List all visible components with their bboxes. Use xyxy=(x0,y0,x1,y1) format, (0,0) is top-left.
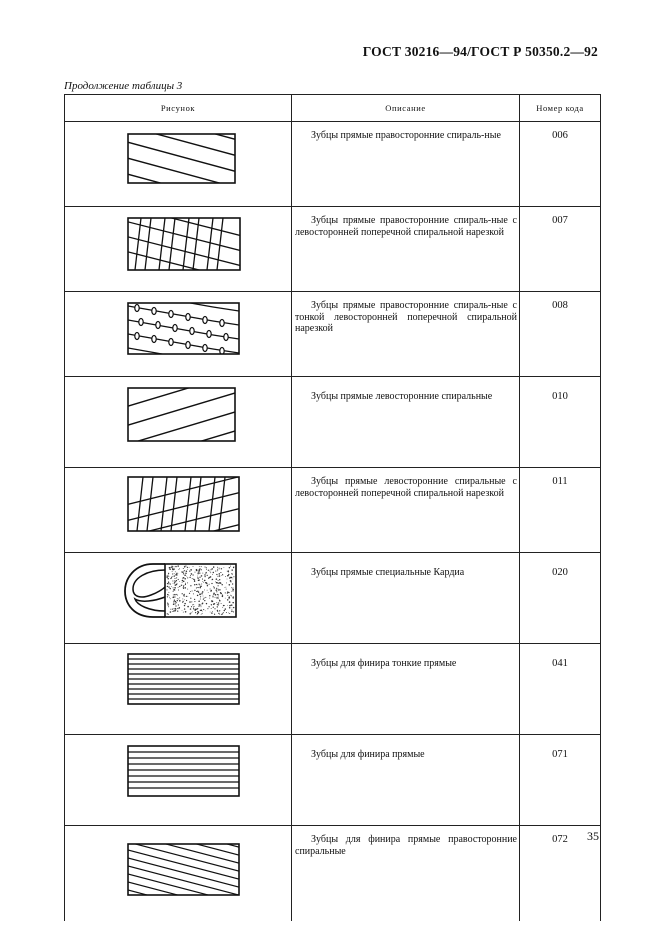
description-text: Зубцы для финира прямые xyxy=(311,749,425,760)
description-text: Зубцы для финира прямые правосторонние спиральные xyxy=(295,834,517,857)
description-cell xyxy=(292,735,520,826)
description-text: Зубцы для финира тонкие прямые xyxy=(311,658,457,669)
left-spiral-cross-cut-teeth-figure xyxy=(65,468,292,544)
cardia-teeth-figure xyxy=(65,553,292,629)
straight-teeth-figure xyxy=(65,735,292,811)
description-cell xyxy=(292,377,520,468)
code-cell: 008 xyxy=(520,292,601,377)
description-text: Зубцы прямые правосторонние спираль-ные с тонкой левосторонней поперечной спиральной нарезкой xyxy=(295,300,517,334)
column-header-code: Номер кода xyxy=(520,95,601,122)
table-row xyxy=(65,468,601,553)
codes-table xyxy=(64,94,601,921)
code-cell: 007 xyxy=(520,207,601,292)
page-number: 35 xyxy=(587,829,599,843)
description-cell xyxy=(292,644,520,735)
description-text: Зубцы прямые левосторонние спиральные xyxy=(311,391,493,402)
code-cell: 071 xyxy=(520,735,601,826)
figure-cell xyxy=(65,735,292,826)
figure-cell xyxy=(65,468,292,553)
figure-cell xyxy=(65,644,292,735)
left-spiral-teeth-figure xyxy=(65,377,292,453)
description-cell xyxy=(292,122,520,207)
description-text: Зубцы прямые левосторонние спиральные с левосторонней поперечной спиральной нарезкой xyxy=(295,476,517,499)
code-cell: 072 xyxy=(520,826,601,922)
figure-cell xyxy=(65,207,292,292)
description-text: Зубцы прямые правосторонние спираль-ные с левосторонней поперечной спиральной нарезкой xyxy=(295,215,517,238)
figure-cell xyxy=(65,122,292,207)
code-cell: 020 xyxy=(520,553,601,644)
table-continuation-caption: Продолжение таблицы 3 xyxy=(64,80,183,92)
description-cell xyxy=(292,468,520,553)
fine-straight-teeth-figure xyxy=(65,644,292,720)
right-spiral-cross-cut-teeth-figure xyxy=(65,207,292,283)
description-cell xyxy=(292,826,520,922)
code-cell: 041 xyxy=(520,644,601,735)
document-header: ГОСТ 30216—94/ГОСТ Р 50350.2—92 xyxy=(362,44,598,59)
finish-right-spiral-teeth-figure xyxy=(65,826,292,913)
code-cell: 010 xyxy=(520,377,601,468)
table-header-row xyxy=(65,95,601,122)
description-text: Зубцы прямые правосторонние спираль-ные xyxy=(311,130,501,141)
figure-cell xyxy=(65,377,292,468)
figure-cell xyxy=(65,292,292,377)
right-spiral-fine-cut-teeth-figure xyxy=(65,292,292,368)
table-row xyxy=(65,122,601,207)
column-header-figure: Рисунок xyxy=(65,95,292,122)
right-spiral-teeth-figure xyxy=(65,122,292,198)
description-cell xyxy=(292,292,520,377)
table-row xyxy=(65,292,601,377)
table-row xyxy=(65,377,601,468)
description-cell xyxy=(292,553,520,644)
table-row xyxy=(65,826,601,922)
table-row xyxy=(65,207,601,292)
table-row xyxy=(65,644,601,735)
code-cell: 011 xyxy=(520,468,601,553)
table-row xyxy=(65,735,601,826)
figure-cell xyxy=(65,826,292,922)
column-header-description: Описание xyxy=(292,95,520,122)
table-row xyxy=(65,553,601,644)
code-cell: 006 xyxy=(520,122,601,207)
description-cell xyxy=(292,207,520,292)
description-text: Зубцы прямые специальные Кардиа xyxy=(311,567,465,578)
figure-cell xyxy=(65,553,292,644)
